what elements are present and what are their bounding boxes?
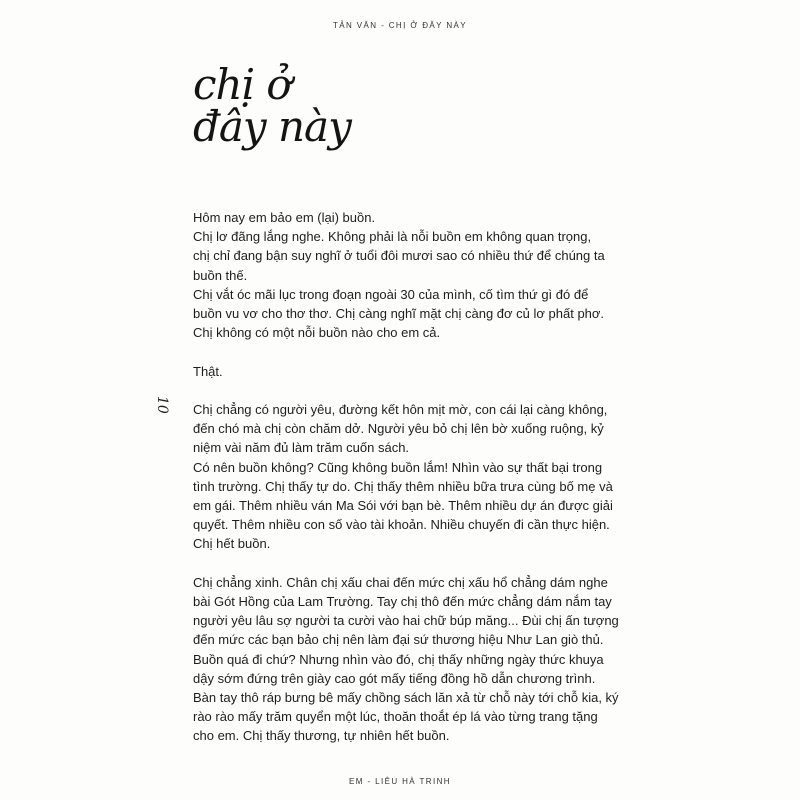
page-number: 10 [154, 396, 170, 414]
text-line: dậy sớm đứng trên giày cao gót mấy tiếng đồng hồ dẫn chương trình. [193, 670, 596, 686]
text-line: người yêu lâu sợ người ta cười vào hai chữ búp măng... Đùi chị ấn tượng [193, 613, 619, 629]
chapter-title [193, 60, 493, 151]
text-line: Có nên buồn không? Cũng không buồn lắm! Nhìn vào sự thất bại trong [193, 459, 603, 475]
text-line: quyết. Thêm nhiều con số vào tài khoản. Nhiều chuyến đi cần thực hiện. [193, 517, 610, 533]
text-line: Chị vắt óc mãi lục trong đoạn ngoài 30 của mình, cố tìm thứ gì đó để [193, 286, 589, 302]
paragraph-2 [193, 362, 623, 381]
chapter-title-line-2: đây này [193, 102, 351, 151]
running-footer: EM - LIÊU HÀ TRINH [349, 777, 451, 786]
text-line: buồn thế. [193, 267, 248, 283]
text-line: buồn vu vơ cho thơ thơ. Chị càng nghĩ mặt chị càng đơ củ lơ phất phơ. [193, 306, 605, 322]
text-line: Chị không có một nỗi buồn nào cho em cả. [193, 325, 441, 341]
text-line: Chị chẳng có người yêu, đường kết hôn mịt mờ, con cái lại càng không, [193, 402, 608, 417]
text-line: Bàn tay thô ráp bưng bê mấy chồng sách lăn xả từ chỗ này tới chỗ kia, ký [193, 690, 619, 706]
paragraph-1 [193, 208, 623, 342]
chapter-title-line-1: chị ở [193, 60, 291, 109]
body-text [193, 208, 623, 746]
text-line: cho em. Chị thấy thương, tự nhiên hết buồn. [193, 728, 450, 744]
text-line: Hôm nay em bảo em (lại) buồn. [193, 210, 376, 225]
paragraph-3 [193, 400, 623, 554]
paragraph-gap [193, 381, 623, 400]
text-line: tình trường. Chị thấy tự do. Chị thấy thêm nhiều bữa trưa cùng bố mẹ và [193, 478, 613, 494]
text-line: Buồn quá đi chứ? Nhưng nhìn vào đó, chị thấy những ngày thức khuya [193, 651, 604, 667]
paragraph-gap [193, 342, 623, 361]
text-line: niệm vài năm đủ làm trăm cuốn sách. [193, 440, 410, 456]
paragraph-4 [193, 573, 623, 746]
text-line: Chị lơ đãng lắng nghe. Không phải là nỗi buồn em không quan trọng, [193, 229, 592, 245]
text-line: đến mức các bạn bảo chị nên làm đại sứ thương hiệu Như Lan giò thủ. [193, 632, 604, 648]
text-line: đến chó mà chị còn chăm dở. Người yêu bỏ chị lên bờ xuống ruộng, kỷ [193, 421, 604, 437]
running-header: TẢN VĂN - CHỊ Ở ĐÂY NÀY [332, 21, 468, 30]
text-line: em gái. Thêm nhiều ván Ma Sói với bạn bè. Thêm nhiều dự án được giải [193, 498, 613, 514]
text-line: chị chỉ đang bận suy nghĩ ở tuổi đôi mươi sao có nhiều thứ để chúng ta [193, 248, 605, 264]
text-line: Thật. [193, 363, 223, 379]
paragraph-gap [193, 554, 623, 573]
text-line: Chị chẳng xinh. Chân chị xấu chai đến mức chị xấu hổ chẳng dám nghe [193, 574, 608, 590]
text-line: bài Gót Hồng của Lam Trường. Tay chị thô đến mức chẳng dám nắm tay [193, 594, 612, 610]
text-line: rào rào mấy trăm quyển một lúc, thoăn thoắt ép lá vào từng trang tặng [193, 709, 598, 725]
text-line: Chị hết buồn. [193, 536, 271, 552]
